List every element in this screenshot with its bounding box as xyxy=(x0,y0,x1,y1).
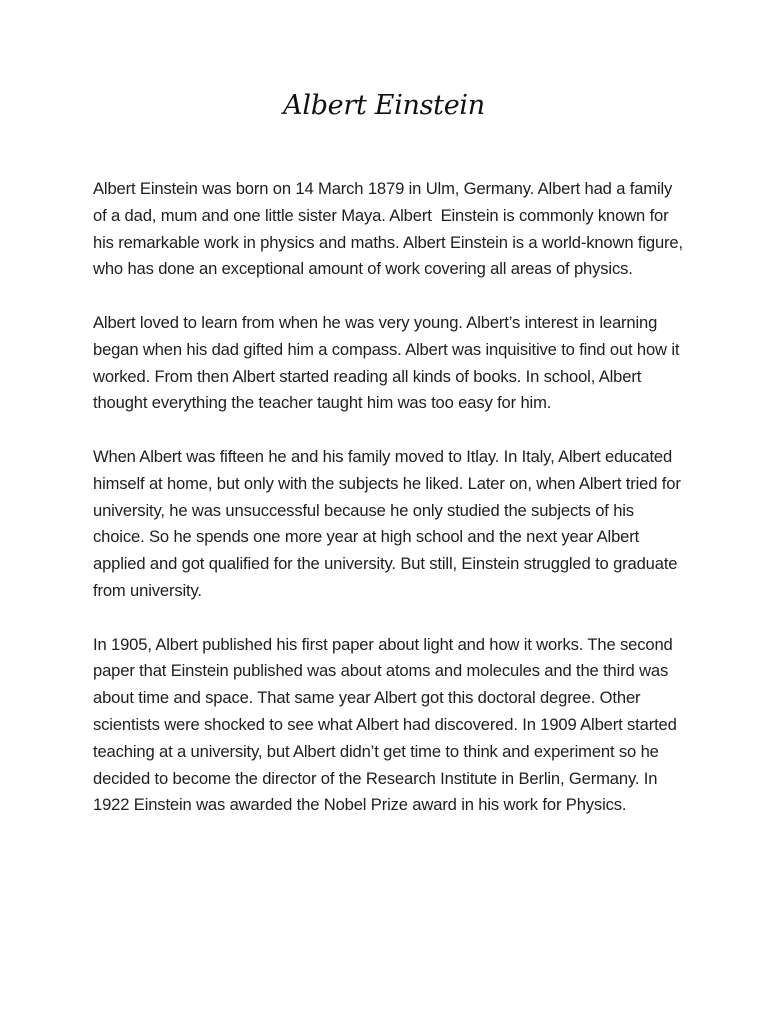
document-title: Albert Einstein xyxy=(283,90,485,121)
paragraph-early-life: Albert Einstein was born on 14 March 1879 in Ulm, Germany. Albert had a family of a dad, mum and one little sister Maya. Albert Einstein is commonly known for his remarkable work in physics and maths. Albert Einstein is a world-known figure, who has done an exceptional amount of work covering all areas of physics. xyxy=(93,179,688,279)
paragraph-love-of-learning: Albert loved to learn from when he was very young. Albert’s interest in learning began when his dad gifted him a compass. Albert was inquisitive to find out how it worked. From then Albert started reading all kinds of books. In school, Albert thought everything the teacher taught him was too easy for him. xyxy=(93,312,684,413)
paragraph-education: When Albert was fifteen he and his family moved to Itlay. In Italy, Albert educated himself at home, but only with the subjects he liked. Later on, when Albert tried for university, he was unsuccessful because he only studied the subjects of his choice. So he spends one more year at high school and the next year Albert applied and got qualified for the university. But still, Einstein struggled to graduate from university. xyxy=(93,446,686,600)
paragraph-career: In 1905, Albert published his first paper about light and how it works. The second paper that Einstein published was about atoms and molecules and the third was about time and space. That same year Albert got this doctoral degree. Other scientists were shocked to see what Albert had discovered. In 1909 Albert started teaching at a university, but Albert didn’t get time to think and experiment so he decided to become the director of the Research Institute in Berlin, Germany. In 1922 Einstein was awarded the Nobel Prize award in his work for Physics. xyxy=(93,634,682,815)
document-body xyxy=(93,176,688,819)
